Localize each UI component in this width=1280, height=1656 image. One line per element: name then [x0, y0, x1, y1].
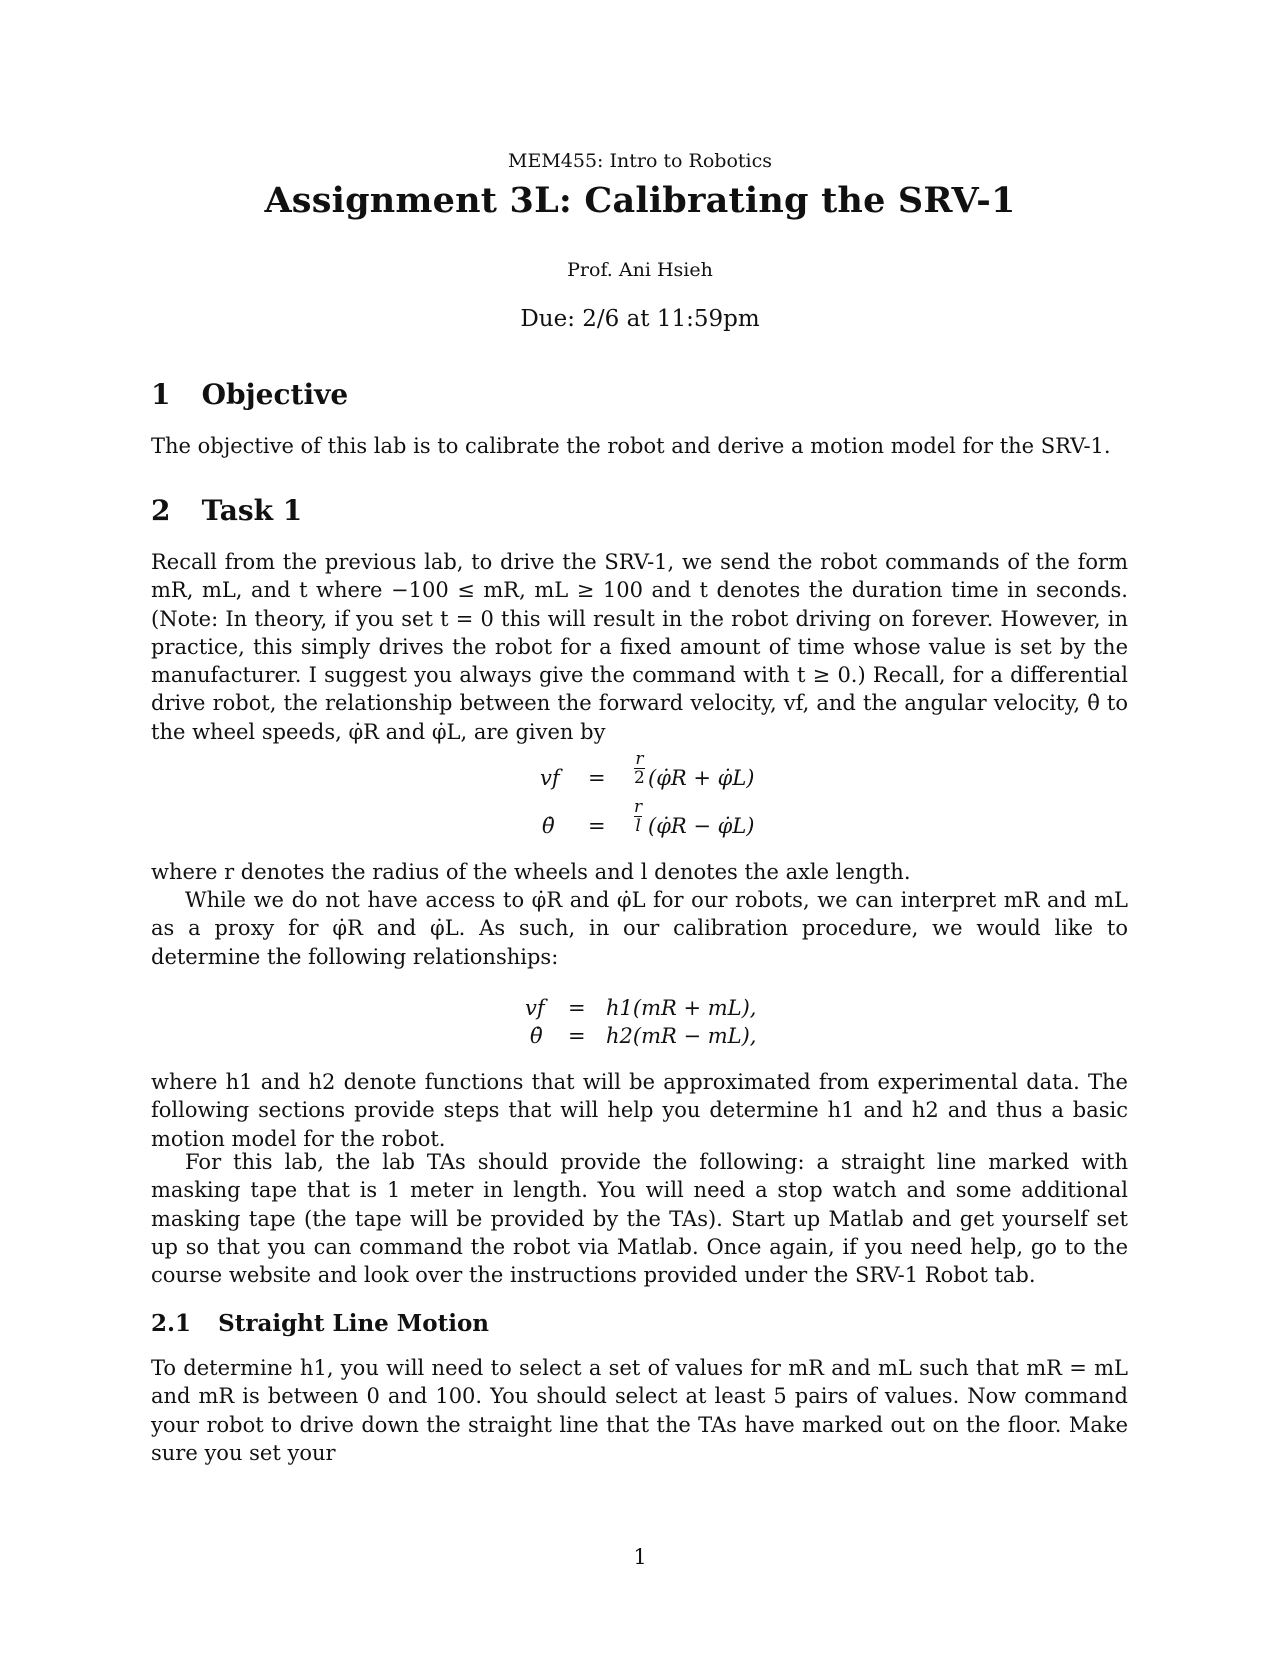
section-heading-task1: [151, 494, 302, 527]
section-heading-objective: [151, 378, 348, 411]
section-title: Objective: [201, 378, 349, 411]
equation-lhs: θ̇: [530, 1024, 543, 1048]
task1-paragraph-4: where h1 and h2 denote functions that will be approximated from experimental data. The following sections provide steps that will help you determine h1 and h2 and thus a basic motion model for the robot.: [151, 1070, 1128, 1151]
page-title: Assignment 3L: Calibrating the SRV-1: [264, 180, 1016, 221]
equation-relation: =: [588, 766, 606, 790]
task1-paragraph-2: where r denotes the radius of the wheels and l denotes the axle length.: [151, 860, 911, 884]
section-number: 1: [151, 378, 171, 411]
fraction-numerator: r: [634, 797, 643, 817]
equation-rhs: (φ̇R − φ̇L): [648, 814, 755, 838]
equation-row-4: [520, 1020, 820, 1050]
subsection-number: 2.1: [151, 1310, 192, 1337]
equation-relation: =: [568, 1024, 586, 1048]
due-date: Due: 2/6 at 11:59pm: [520, 306, 760, 332]
equation-rhs: (φ̇R + φ̇L): [648, 766, 755, 790]
fraction-denominator: 2: [634, 768, 645, 788]
equation-lhs: vf: [540, 766, 560, 790]
page-number: 1: [633, 1545, 647, 1569]
straight-line-paragraph: To determine h1, you will need to select a set of values for mR and mL such that mR = mL and mR is between 0 and 100. You should select at least 5 pairs of values. Now command your robot to drive down the straight line that the TAs have marked out on the floor. Make sure you set your: [151, 1356, 1128, 1465]
equation-lhs: vf: [525, 996, 545, 1020]
equation-fraction: [634, 798, 642, 835]
equation-relation: =: [568, 996, 586, 1020]
objective-paragraph: The objective of this lab is to calibrate the robot and derive a motion model for the SRV-1.: [151, 434, 1111, 458]
section-number: 2: [151, 494, 171, 527]
equation-rhs: h2(mR − mL),: [606, 1024, 757, 1048]
task1-paragraph-1: Recall from the previous lab, to drive the SRV-1, we send the robot commands of the form mR, mL, and t where −100 ≤ mR, mL ≥ 100 and t denotes the duration time in seconds. (Note: In theory, if you set t = 0 this will result in the robot driving on forever. However, in practice, this simply drives the robot for a fixed amount of time whose value is set by the manufacturer. I suggest you always give the command with t ≥ 0.) Recall, for a differential drive robot, the relationship between the forward velocity, vf, and the angular velocity, θ̇ to the wheel speeds, φ̇R and φ̇L, are given by: [151, 550, 1128, 744]
equation-relation: =: [588, 814, 606, 838]
subsection-title: Straight Line Motion: [218, 1310, 490, 1337]
equation-fraction: [634, 750, 645, 787]
fraction-denominator: l: [635, 816, 641, 836]
equation-row-2: [520, 797, 820, 840]
course-name: MEM455: Intro to Robotics: [508, 150, 772, 172]
equation-rhs: h1(mR + mL),: [606, 996, 757, 1020]
section-title: Task 1: [201, 494, 303, 527]
equation-row-3: [520, 992, 820, 1022]
fraction-numerator: r: [635, 749, 644, 769]
task1-paragraph-3: While we do not have access to φ̇R and φ̇L for our robots, we can interpret mR and mL as a proxy for φ̇R and φ̇L. As such, in our calibration procedure, we would like to determine the following relationships:: [151, 888, 1128, 969]
task1-paragraph-5: For this lab, the lab TAs should provide the following: a straight line marked with masking tape that is 1 meter in length. You will need a stop watch and some additional masking tape (the tape will be provided by the TAs). Start up Matlab and get yourself set up so that you can command the robot via Matlab. Once again, if you need help, go to the course website and look over the instructions provided under the SRV-1 Robot tab.: [151, 1150, 1128, 1288]
author: Prof. Ani Hsieh: [567, 259, 713, 281]
equation-row-1: [520, 749, 820, 792]
subsection-heading-straight-line: [151, 1310, 489, 1337]
equation-lhs: θ̇: [542, 814, 555, 838]
